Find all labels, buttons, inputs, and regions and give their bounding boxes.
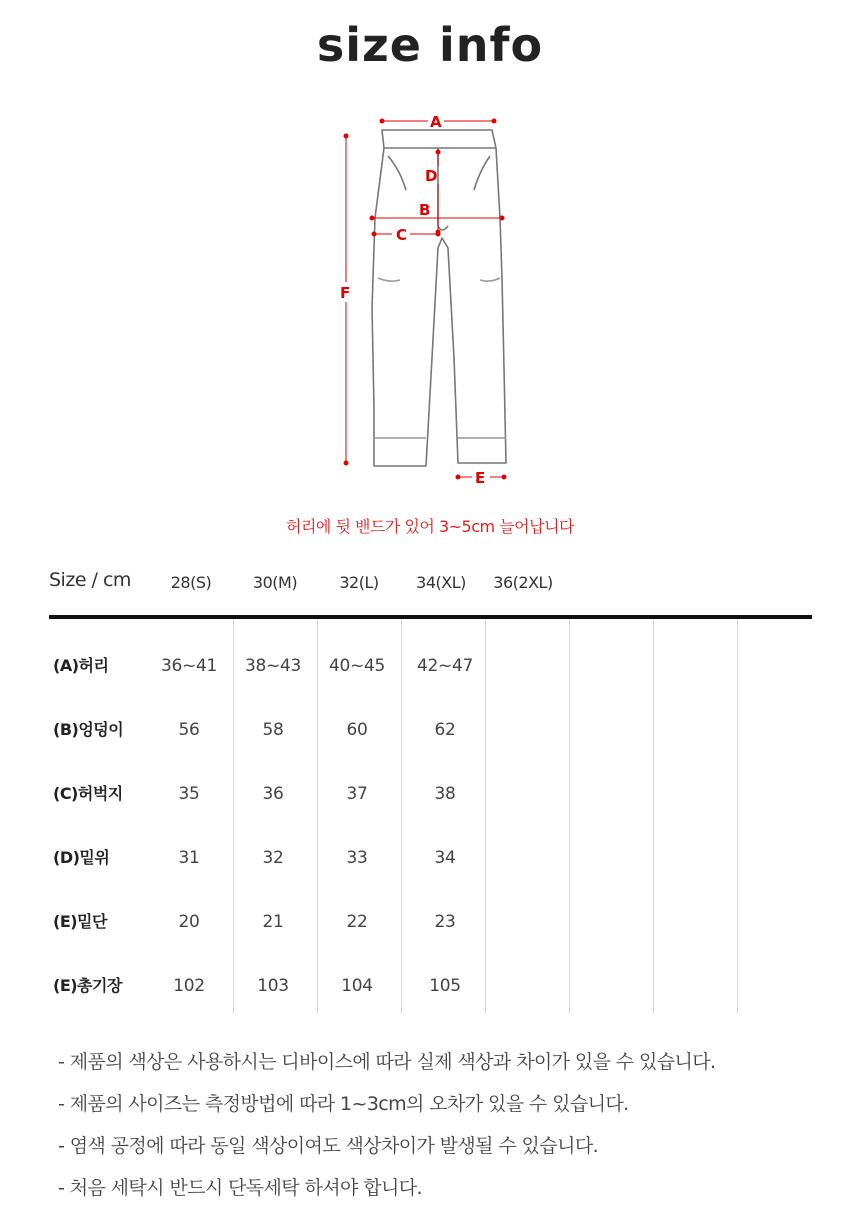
row-label-rise: (D)밑위 xyxy=(53,848,110,867)
table-cell: 34 xyxy=(434,848,456,868)
table-cell: 35 xyxy=(178,784,200,804)
size-unit-label: Size / cm xyxy=(49,569,131,591)
table-cell: 32 xyxy=(262,848,284,868)
column-divider xyxy=(401,619,402,1014)
note-item: - 처음 세탁시 반드시 단독세탁 하셔야 합니다. xyxy=(58,1177,422,1199)
column-divider xyxy=(653,619,654,1014)
table-cell: 20 xyxy=(178,912,200,932)
row-label-waist: (A)허리 xyxy=(53,656,109,675)
column-divider xyxy=(233,619,234,1014)
table-cell: 31 xyxy=(178,848,200,868)
label-c: C xyxy=(396,226,408,244)
label-b: B xyxy=(419,201,431,219)
table-cell: 36 xyxy=(262,784,284,804)
table-cell: 102 xyxy=(173,976,205,996)
table-cell: 104 xyxy=(341,976,373,996)
size-header: 28(S) xyxy=(170,573,212,592)
label-d: D xyxy=(425,167,438,185)
table-header-divider xyxy=(49,615,812,619)
table-cell: 37 xyxy=(346,784,368,804)
table-cell: 23 xyxy=(434,912,456,932)
column-divider xyxy=(737,619,738,1014)
table-cell: 22 xyxy=(346,912,368,932)
table-cell: 38 xyxy=(434,784,456,804)
table-cell: 58 xyxy=(262,720,284,740)
label-e: E xyxy=(475,469,486,487)
jeans-diagram xyxy=(330,108,530,500)
column-divider xyxy=(569,619,570,1014)
row-label-hip: (B)엉덩이 xyxy=(53,720,124,739)
table-cell: 60 xyxy=(346,720,368,740)
column-divider xyxy=(485,619,486,1014)
row-label-thigh: (C)허벅지 xyxy=(53,784,123,803)
note-item: - 제품의 색상은 사용하시는 디바이스에 따라 실제 색상과 차이가 있을 수 있습니다. xyxy=(58,1051,716,1073)
jeans-illustration-icon xyxy=(330,108,530,500)
table-cell: 56 xyxy=(178,720,200,740)
care-notes xyxy=(58,1048,715,1216)
size-header: 32(L) xyxy=(339,573,379,592)
row-label-hem: (E)밑단 xyxy=(53,912,107,931)
size-header: 36(2XL) xyxy=(493,573,553,592)
page-title: size info xyxy=(316,18,544,72)
table-cell: 105 xyxy=(429,976,461,996)
note-item: - 제품의 사이즈는 측정방법에 따라 1~3cm의 오차가 있을 수 있습니다. xyxy=(58,1093,629,1115)
label-a: A xyxy=(430,113,442,131)
table-cell: 62 xyxy=(434,720,456,740)
table-cell: 36~41 xyxy=(160,656,217,676)
table-cell: 33 xyxy=(346,848,368,868)
column-divider xyxy=(317,619,318,1014)
stretch-note: 허리에 뒷 밴드가 있어 3~5cm 늘어납니다 xyxy=(286,517,574,536)
table-cell: 38~43 xyxy=(244,656,301,676)
table-cell: 42~47 xyxy=(416,656,473,676)
label-f: F xyxy=(340,284,351,302)
row-label-total-length: (E)총기장 xyxy=(53,976,122,995)
table-cell: 40~45 xyxy=(328,656,385,676)
size-header: 30(M) xyxy=(252,573,298,592)
note-item: - 염색 공정에 따라 동일 색상이여도 색상차이가 발생될 수 있습니다. xyxy=(58,1135,599,1157)
table-cell: 103 xyxy=(257,976,289,996)
table-cell: 21 xyxy=(262,912,284,932)
size-header: 34(XL) xyxy=(416,573,466,592)
